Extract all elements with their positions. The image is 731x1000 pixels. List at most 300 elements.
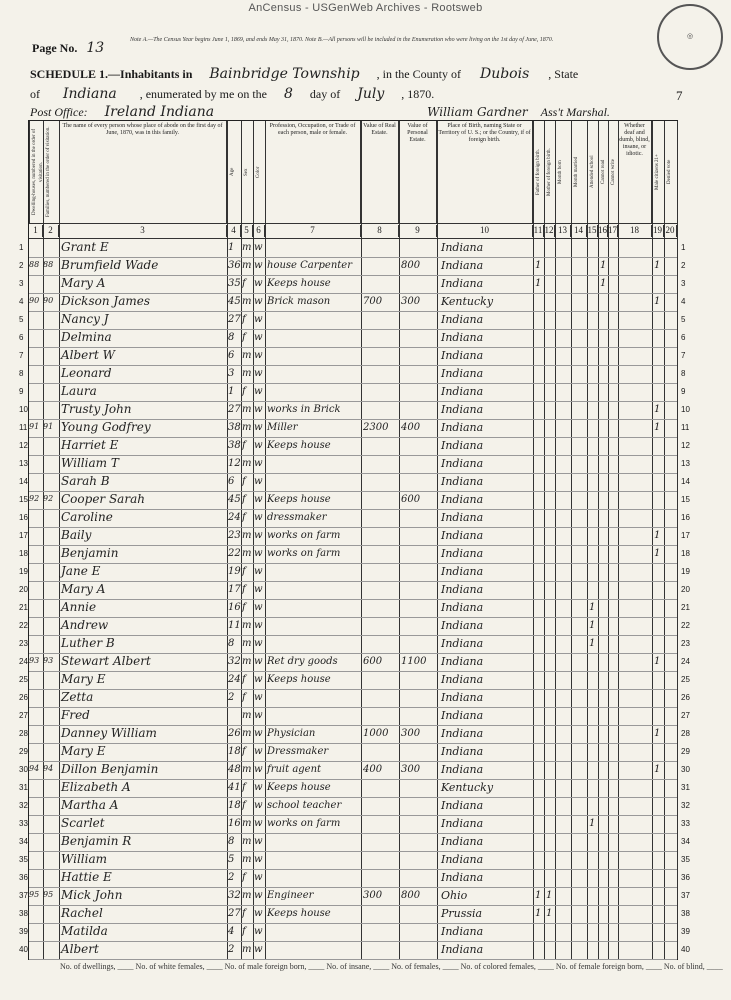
sex-cell: m (242, 260, 252, 271)
table-row (19, 833, 690, 851)
sex-cell: m (242, 350, 252, 361)
color-cell: w (254, 728, 263, 739)
township-value: Bainbridge Township (209, 66, 360, 82)
sex-cell: f (242, 782, 246, 793)
real-estate-cell: 300 (363, 890, 383, 901)
birthplace-cell: Indiana (441, 259, 484, 272)
table-row (19, 473, 690, 491)
column-number-7: 7 (265, 225, 361, 237)
person-name: Mick John (61, 888, 123, 902)
color-cell: w (254, 242, 263, 253)
citizen-mark: 1 (654, 728, 661, 739)
table-row (19, 707, 690, 725)
father-foreign-mark: 1 (535, 260, 542, 271)
color-cell: w (254, 944, 263, 955)
person-name: Elizabeth A (61, 780, 131, 794)
table-row (19, 239, 686, 257)
occupation-cell: Brick mason (267, 296, 331, 307)
column-header-9: Value of Personal Estate. (399, 121, 437, 223)
age-cell: 24 (228, 674, 241, 685)
person-name: Martha A (61, 798, 119, 812)
watermark: AnCensus - USGenWeb Archives - Rootsweb (248, 2, 483, 14)
sex-cell: f (242, 278, 246, 289)
line-number-left: 18 (19, 549, 28, 558)
line-number-right: 24 (681, 657, 690, 666)
county-label: , in the County of (376, 67, 461, 81)
color-cell: w (254, 584, 263, 595)
birthplace-cell: Kentucky (441, 781, 494, 794)
age-cell: 4 (228, 926, 235, 937)
table-row (19, 869, 690, 887)
column-number-12: 12 (544, 225, 554, 235)
column-header-2: Families, numbered in the order of visitation. (43, 121, 59, 223)
line-number-right: 36 (681, 873, 690, 882)
sex-cell: f (242, 512, 246, 523)
birthplace-cell: Indiana (441, 367, 484, 380)
state-value: Indiana (63, 86, 117, 102)
line-number-left: 17 (19, 531, 28, 540)
occupation-cell: Keeps house (267, 782, 331, 793)
line-number-right: 27 (681, 711, 690, 720)
birthplace-cell: Indiana (441, 385, 484, 398)
occupation-cell: Keeps house (267, 908, 331, 919)
table-row (19, 761, 690, 779)
real-estate-cell: 2300 (363, 422, 389, 433)
sex-cell: f (242, 440, 246, 451)
column-header-10: Place of Birth, naming State or Territory of U. S.; or the Country, if of foreign birth. (437, 121, 533, 223)
line-number-left: 2 (19, 261, 24, 270)
personal-estate-cell: 400 (401, 422, 421, 433)
person-name: Jane E (61, 564, 101, 578)
sex-cell: m (242, 620, 252, 631)
table-row (19, 779, 690, 797)
color-cell: w (254, 800, 263, 811)
citizen-mark: 1 (654, 656, 661, 667)
table-row (19, 491, 690, 509)
occupation-cell: fruit agent (267, 764, 322, 775)
line-number-right: 15 (681, 495, 690, 504)
birthplace-cell: Indiana (441, 529, 484, 542)
line-number-right: 40 (681, 945, 690, 954)
column-header-15: Attended school (587, 121, 598, 223)
line-number-right: 1 (681, 243, 686, 252)
birthplace-cell: Indiana (441, 637, 484, 650)
table-row (19, 347, 686, 365)
post-office-label: Post Office: (30, 105, 88, 119)
person-name: William T (61, 456, 119, 470)
age-cell: 38 (228, 422, 241, 433)
column-header-6: Color (253, 121, 265, 223)
sex-cell: f (242, 692, 246, 703)
age-cell: 41 (228, 782, 241, 793)
sex-cell: m (242, 296, 252, 307)
sex-cell: f (242, 674, 246, 685)
color-cell: w (254, 566, 263, 577)
line-number-left: 25 (19, 675, 28, 684)
sex-cell: f (242, 872, 246, 883)
line-number-left: 35 (19, 855, 28, 864)
occupation-cell: Keeps house (267, 278, 331, 289)
birthplace-cell: Indiana (441, 817, 484, 830)
age-cell: 8 (228, 836, 235, 847)
color-cell: w (254, 494, 263, 505)
line-number-left: 9 (19, 387, 24, 396)
age-cell: 12 (228, 458, 241, 469)
person-name: Cooper Sarah (61, 492, 145, 506)
column-number-3: 3 (59, 225, 227, 237)
table-row (19, 851, 690, 869)
line-number-right: 6 (681, 333, 686, 342)
age-cell: 35 (228, 278, 241, 289)
color-cell: w (254, 530, 263, 541)
sex-cell: m (242, 944, 252, 955)
occupation-cell: school teacher (267, 800, 342, 811)
column-number-1: 1 (29, 225, 43, 237)
census-table (19, 120, 690, 960)
birthplace-cell: Indiana (441, 439, 484, 452)
occupation-cell: Keeps house (267, 494, 331, 505)
person-name: Mary E (61, 672, 106, 686)
color-cell: w (254, 602, 263, 613)
color-cell: w (254, 620, 263, 631)
age-cell: 23 (228, 530, 241, 541)
sex-cell: m (242, 728, 252, 739)
color-cell: w (254, 908, 263, 919)
birthplace-cell: Indiana (441, 565, 484, 578)
color-cell: w (254, 314, 263, 325)
person-name: Zetta (61, 690, 94, 704)
line-number-left: 39 (19, 927, 28, 936)
line-number-left: 38 (19, 909, 28, 918)
color-cell: w (254, 890, 263, 901)
color-cell: w (254, 692, 263, 703)
table-row (19, 401, 690, 419)
birthplace-cell: Indiana (441, 241, 484, 254)
line-number-right: 19 (681, 567, 690, 576)
person-name: Albert (61, 942, 99, 956)
sex-cell: m (242, 710, 252, 721)
line-number-right: 25 (681, 675, 690, 684)
color-cell: w (254, 476, 263, 487)
line-number-right: 29 (681, 747, 690, 756)
cannot-read-mark: 1 (600, 278, 607, 289)
post-office-value: Ireland Indiana (104, 104, 215, 120)
color-cell: w (254, 926, 263, 937)
column-rule (677, 121, 678, 959)
line-number-right: 16 (681, 513, 690, 522)
person-name: Harriet E (61, 438, 119, 452)
schedule-label: SCHEDULE 1.—Inhabitants in (30, 67, 193, 81)
occupation-cell: Miller (267, 422, 298, 433)
person-name: Mary A (61, 582, 106, 596)
person-name: Rachel (61, 906, 103, 920)
birthplace-cell: Indiana (441, 475, 484, 488)
table-row (19, 887, 690, 905)
line-number-right: 20 (681, 585, 690, 594)
table-row (19, 689, 690, 707)
birthplace-cell: Indiana (441, 601, 484, 614)
table-row (19, 635, 690, 653)
color-cell: w (254, 404, 263, 415)
line-number-left: 28 (19, 729, 28, 738)
color-cell: w (254, 386, 263, 397)
color-cell: w (254, 512, 263, 523)
color-cell: w (254, 332, 263, 343)
table-row (19, 275, 686, 293)
birthplace-cell: Indiana (441, 745, 484, 758)
line-number-right: 37 (681, 891, 690, 900)
sex-cell: m (242, 548, 252, 559)
age-cell: 8 (228, 638, 235, 649)
age-cell: 8 (228, 332, 235, 343)
enumeration-line (30, 86, 434, 102)
column-header-17: Cannot write (608, 121, 618, 223)
schedule-line (30, 66, 578, 82)
person-name: Luther B (61, 636, 115, 650)
table-row (19, 905, 690, 923)
occupation-cell: works on farm (267, 548, 341, 559)
page-no-label: Page No. (32, 41, 78, 55)
person-name: Benjamin R (61, 834, 132, 848)
line-number-left: 34 (19, 837, 28, 846)
citizen-mark: 1 (654, 548, 661, 559)
birthplace-cell: Indiana (441, 493, 484, 506)
birthplace-cell: Indiana (441, 331, 484, 344)
sex-cell: f (242, 926, 246, 937)
age-cell: 5 (228, 854, 235, 865)
color-cell: w (254, 818, 263, 829)
occupation-cell: works in Brick (267, 404, 341, 415)
sex-cell: m (242, 458, 252, 469)
color-cell: w (254, 278, 263, 289)
column-header-3: The name of every person whose place of abode on the first day of June, 1870, was in this family. (59, 121, 227, 223)
color-cell: w (254, 548, 263, 559)
occupation-cell: Keeps house (267, 440, 331, 451)
table-row (19, 455, 690, 473)
age-cell: 18 (228, 746, 241, 757)
sex-cell: f (242, 746, 246, 757)
age-cell: 1 (228, 242, 235, 253)
table-row (19, 509, 690, 527)
age-cell: 27 (228, 908, 241, 919)
line-number-right: 21 (681, 603, 690, 612)
birthplace-cell: Indiana (441, 313, 484, 326)
sex-cell: f (242, 602, 246, 613)
personal-estate-cell: 300 (401, 728, 421, 739)
person-name: Dillon Benjamin (61, 762, 159, 776)
occupation-cell: Engineer (267, 890, 314, 901)
birthplace-cell: Indiana (441, 403, 484, 416)
personal-estate-cell: 300 (401, 296, 421, 307)
line-number-left: 15 (19, 495, 28, 504)
line-number-left: 3 (19, 279, 24, 288)
birthplace-cell: Indiana (441, 673, 484, 686)
age-cell: 38 (228, 440, 241, 451)
person-name: Stewart Albert (61, 654, 151, 668)
dwelling-number: 88 (29, 260, 40, 269)
marshal-label: Ass't Marshal. (540, 105, 610, 119)
line-number-left: 8 (19, 369, 24, 378)
line-number-left: 26 (19, 693, 28, 702)
birthplace-cell: Indiana (441, 655, 484, 668)
line-number-right: 33 (681, 819, 690, 828)
birthplace-cell: Indiana (441, 457, 484, 470)
line-number-left: 20 (19, 585, 28, 594)
age-cell: 45 (228, 494, 241, 505)
line-number-right: 14 (681, 477, 690, 486)
column-number-9: 9 (399, 225, 437, 237)
father-foreign-mark: 1 (535, 908, 542, 919)
occupation-cell: Physician (267, 728, 316, 739)
age-cell: 36 (228, 260, 241, 271)
line-number-right: 12 (681, 441, 690, 450)
line-number-right: 32 (681, 801, 690, 810)
color-cell: w (254, 836, 263, 847)
enumerated-label: , enumerated by me on the (139, 87, 267, 101)
footer-totals: No. of dwellings, ____ No. of white females, ____ No. of male foreign born, ____ No. of insane, ____ No. of females, ____ No. of colored females, ____ No. of female foreign born, ____ No. of blind, ____ (60, 962, 723, 971)
birthplace-cell: Indiana (441, 871, 484, 884)
sex-cell: f (242, 566, 246, 577)
column-number-13: 13 (555, 225, 571, 237)
column-number-19: 19 (653, 225, 662, 235)
age-cell: 6 (228, 476, 235, 487)
line-number-right: 35 (681, 855, 690, 864)
line-number-left: 22 (19, 621, 28, 630)
line-number-right: 28 (681, 729, 690, 738)
family-number: 91 (43, 422, 54, 431)
column-header-1: Dwelling-houses, numbered in the order of visitation. (29, 121, 43, 223)
citizen-mark: 1 (654, 296, 661, 307)
age-cell: 19 (228, 566, 241, 577)
color-cell: w (254, 260, 263, 271)
color-cell: w (254, 440, 263, 451)
person-name: Trusty John (61, 402, 132, 416)
column-header-13: Month born (555, 121, 571, 223)
mother-foreign-mark: 1 (546, 890, 553, 901)
dwelling-number: 93 (29, 656, 40, 665)
sex-cell: f (242, 314, 246, 325)
color-cell: w (254, 296, 263, 307)
line-number-left: 5 (19, 315, 24, 324)
table-row (19, 329, 686, 347)
sex-cell: m (242, 818, 252, 829)
sex-cell: m (242, 890, 252, 901)
citizen-mark: 1 (654, 260, 661, 271)
column-number-5: 5 (241, 225, 253, 237)
color-cell: w (254, 350, 263, 361)
birthplace-cell: Indiana (441, 853, 484, 866)
age-cell: 32 (228, 890, 241, 901)
archive-stamp: ◎ (657, 4, 723, 70)
family-number: 92 (43, 494, 54, 503)
person-name: Mary A (61, 276, 106, 290)
person-name: Matilda (61, 924, 108, 938)
age-cell: 6 (228, 350, 235, 361)
sex-cell: m (242, 422, 252, 433)
column-header-18: Whether deaf and dumb, blind, insane, or idiotic. (618, 121, 652, 223)
table-row (19, 671, 690, 689)
column-header-14: Month married (571, 121, 587, 223)
line-number-right: 39 (681, 927, 690, 936)
color-cell: w (254, 674, 263, 685)
sex-cell: m (242, 764, 252, 775)
color-cell: w (254, 782, 263, 793)
person-name: Fred (61, 708, 90, 722)
line-number-right: 5 (681, 315, 686, 324)
line-number-left: 1 (19, 243, 24, 252)
line-number-left: 11 (19, 423, 28, 432)
line-number-left: 21 (19, 603, 28, 612)
table-row (19, 311, 686, 329)
birthplace-cell: Indiana (441, 277, 484, 290)
column-number-6: 6 (253, 225, 265, 237)
person-name: Scarlet (61, 816, 105, 830)
line-number-left: 30 (19, 765, 28, 774)
age-cell: 3 (228, 368, 235, 379)
birthplace-cell: Indiana (441, 349, 484, 362)
line-number-left: 16 (19, 513, 28, 522)
age-cell: 45 (228, 296, 241, 307)
personal-estate-cell: 1100 (401, 656, 427, 667)
line-number-right: 7 (681, 351, 686, 360)
person-name: Andrew (61, 618, 109, 632)
occupation-cell: house Carpenter (267, 260, 352, 271)
line-number-right: 23 (681, 639, 690, 648)
color-cell: w (254, 368, 263, 379)
age-cell: 26 (228, 728, 241, 739)
column-number-2: 2 (43, 225, 59, 237)
personal-estate-cell: 800 (401, 890, 421, 901)
color-cell: w (254, 764, 263, 775)
age-cell: 32 (228, 656, 241, 667)
sex-cell: f (242, 908, 246, 919)
column-number-4: 4 (227, 225, 241, 237)
age-cell: 16 (228, 602, 241, 613)
sex-cell: m (242, 836, 252, 847)
age-cell: 22 (228, 548, 241, 559)
line-number-left: 19 (19, 567, 28, 576)
column-number-14: 14 (571, 225, 587, 237)
birthplace-cell: Indiana (441, 619, 484, 632)
color-cell: w (254, 458, 263, 469)
table-row (19, 923, 690, 941)
age-cell: 17 (228, 584, 241, 595)
column-header-19: Male citizens 21+ (652, 121, 664, 223)
school-mark: 1 (589, 818, 596, 829)
age-cell: 1 (228, 386, 235, 397)
person-name: Annie (61, 600, 97, 614)
birthplace-cell: Indiana (441, 511, 484, 524)
birthplace-cell: Indiana (441, 547, 484, 560)
person-name: Nancy J (61, 312, 109, 326)
line-number-left: 23 (19, 639, 28, 648)
line-number-right: 22 (681, 621, 690, 630)
table-row (19, 815, 690, 833)
column-number-15: 15 (587, 225, 597, 235)
person-name: Brumfield Wade (61, 258, 159, 272)
person-name: Baily (61, 528, 92, 542)
line-number-left: 37 (19, 891, 28, 900)
line-number-left: 32 (19, 801, 28, 810)
family-number: 90 (43, 296, 54, 305)
table-row (19, 581, 690, 599)
real-estate-cell: 600 (363, 656, 383, 667)
color-cell: w (254, 710, 263, 721)
family-number: 88 (43, 260, 54, 269)
dwelling-number: 90 (29, 296, 40, 305)
line-number-right: 17 (681, 531, 690, 540)
age-cell: 27 (228, 404, 241, 415)
